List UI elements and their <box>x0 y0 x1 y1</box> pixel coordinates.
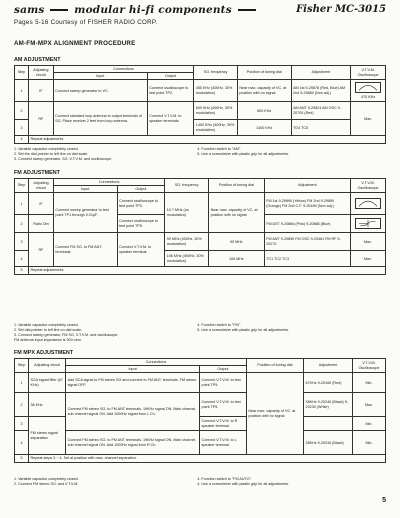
am-repeat-note: Repeat adjustments <box>29 136 386 143</box>
fm-tuning: 106 MHz <box>209 251 265 267</box>
am-input: Connect sweep generator to VC. <box>53 80 147 102</box>
am-sg: 455 KHz (400Hz, 30% modulation) <box>194 80 238 102</box>
fm-header-sg: SG. frequency <box>165 179 209 193</box>
note-item: 3. Function switch to "FM AUTO". <box>197 477 252 481</box>
page-number: 5 <box>382 497 386 504</box>
am-tuning: 1400 KHz <box>237 120 291 136</box>
am-header-output: Output <box>147 73 193 80</box>
fm-input: Connect sweep generator to test point TP1 through 0.01μF. <box>53 193 117 233</box>
note-item: 3. Connect sweep generator, SG, V.T.V.M. and oscilloscope. <box>14 156 113 161</box>
am-header-step: Step <box>15 66 29 80</box>
note-item: 2. Set the dial pointer to left line on dial scale. <box>14 151 89 156</box>
fm-step: 4 <box>15 251 29 267</box>
mpx-output: Connect V.T.V.M. to L speaker terminal. <box>200 431 247 455</box>
mpx-adjustment <box>304 417 353 431</box>
mpx-header-adjustment: Adjustment <box>304 359 353 373</box>
fm-circuit: RF <box>29 233 54 267</box>
am-header-adjustment: Adjustment <box>291 66 351 80</box>
fm-output: Connect oscilloscope to test point TP5. <box>117 215 165 233</box>
mpx-section-title: FM MPX ADJUSTMENT <box>14 350 74 356</box>
mpx-header-connections: Connections <box>66 359 247 366</box>
mpx-adjustment: 38KHz 9-20240 (Black) <box>304 431 353 455</box>
am-tuning: Near max. capacity of VC. at position with no signal <box>237 80 291 102</box>
am-section-title: AM ADJUSTMENT <box>14 57 61 63</box>
fm-input: Connect FM SG. to FM ANT. terminals. <box>53 233 117 267</box>
fm-header-circuit: Adjusting circuit <box>29 179 54 193</box>
fm-step: 3 <box>15 233 29 251</box>
note-item: 4. Use a screwdriver with plastic grip for all adjustments. <box>197 481 290 486</box>
fm-tuning: 90 MHz <box>209 233 265 251</box>
fm-header-output: Output <box>117 186 165 193</box>
fm-step: 1 <box>15 193 29 215</box>
fm-circuit: Ratio Det <box>29 215 54 233</box>
am-adjustment: AM ANT 9-29824 AM OSC 9-20700 (Red) <box>291 102 351 120</box>
table-row <box>15 373 386 393</box>
fm-sg: 90 MHz (400Hz, 30% modulation) <box>165 233 209 251</box>
table-row <box>15 102 386 120</box>
fm-header-tuning: Position of tuning dial <box>209 179 265 193</box>
am-header-connections: Connections <box>53 66 194 73</box>
mpx-circuit: FM stereo signal separation <box>29 417 66 455</box>
am-notes-right <box>197 147 379 157</box>
table-row <box>15 80 386 102</box>
mpx-circuit: 38 KHz <box>29 393 66 417</box>
mpx-step: 3 <box>15 417 29 431</box>
mpx-header-input: Input <box>66 366 200 373</box>
table-row <box>15 267 386 274</box>
am-notes-left <box>14 147 196 162</box>
mpx-header-step: Step <box>15 359 29 373</box>
am-vtvm-cell <box>351 80 386 102</box>
note-item: 3. Connect sweep generator, FM SG, V.T.V.M. and oscilloscope. <box>14 332 119 337</box>
fm-notes <box>14 323 386 343</box>
mpx-vtvm: Min. <box>353 373 386 393</box>
mpx-adjustment: 38KHz 9-20240 (Black) 9-20230 (White) <box>304 393 353 417</box>
am-tuning: 600 KHz <box>237 102 291 120</box>
am-header-input: Input <box>53 73 147 80</box>
table-row <box>15 193 386 215</box>
mpx-adjustment: 67KHz 9-20160 (Red) <box>304 373 353 393</box>
fm-sg: 10.7 MHz (no modulation) <box>165 193 209 233</box>
table-row <box>15 393 386 417</box>
note-item: 2. Connect FM stereo SG. and V.T.V.M. <box>14 481 79 486</box>
note-item: 2. Set dial pointer to left line on dial scale. <box>14 327 83 332</box>
fm-adjustment: FM 1st 9-29890 (Yellow) FM 2nd 9-29890 (Orange) FM 2nd C.F. 9-29189 (Non adj.) <box>264 193 350 215</box>
am-header-circuit: Adjusting circuit <box>29 66 54 80</box>
mpx-input: Connect FM stereo SG. to FM ANT terminals. 19KHz signal ON. Main channel, sub channel signal ON. Add 1000Hz signal from L Ch. <box>66 393 200 431</box>
am-notes <box>14 147 386 162</box>
note-item: 1. Variable capacitor completely closed. <box>14 477 79 481</box>
mpx-notes-left <box>14 477 196 487</box>
mpx-circuit: SCA signal filter (67 KHz) <box>29 373 66 393</box>
fm-repeat-note: Repeat adjustments. <box>29 267 386 274</box>
am-vtvm: 470 KHz <box>361 94 376 99</box>
mpx-vtvm: Max. <box>353 393 386 417</box>
am-output: Connect oscilloscope to test point TP2. <box>147 80 193 102</box>
note-item: FM antenna input impedance is 300 ohm. <box>14 337 82 342</box>
fm-output: Connect V.T.V.M. to speaker terminal. <box>117 233 165 267</box>
am-header-vtvm: V.T.V.M. Oscilloscope <box>351 66 386 80</box>
am-step: 1 <box>15 80 29 102</box>
table-row <box>15 136 386 143</box>
document-title: AM-FM-MPX ALIGNMENT PROCEDURE <box>14 40 136 47</box>
mpx-input: Connect FM stereo SG. to FM ANT terminals. 19KHz signal ON. Main channel, sub channel signal ON. Add 1000Hz signal from R Ch. <box>66 431 200 455</box>
brand-line <box>14 4 258 16</box>
mpx-tuning: Near max. capacity of VC. at position with no signal <box>246 373 303 455</box>
fm-circuit: IF <box>29 193 54 215</box>
am-adjustment: AM 1st 9-29878 (Red, Blue) AM 2nd 9-29880 (Non adj.) <box>291 80 351 102</box>
fm-vtvm-cell-2 <box>350 215 385 233</box>
am-sg: 1400 KHz (400Hz, 30% modulation) <box>194 120 238 136</box>
mpx-step: 2 <box>15 393 29 417</box>
am-circuit: IF <box>29 80 54 102</box>
fm-header-connections: Connections <box>53 179 164 186</box>
fm-vtvm: Max. <box>350 233 385 251</box>
mpx-repeat-note: Repeat steps 3 ~ 4. Set at position with max. channel separation. <box>29 455 386 462</box>
mpx-header-row <box>15 359 386 366</box>
fm-adjustment: TC1 TC2 TC3 <box>264 251 350 267</box>
fm-adjustment: FM DET 9-20866 (Pink) 9-20868 (Blue) <box>264 215 350 233</box>
mpx-header-tuning: Position of tuning dial <box>246 359 303 373</box>
am-input: Connect standard loop antenna to output terminals of SG. Place receiver 2 feet from loop antenna. <box>53 102 147 136</box>
mpx-header-circuit: Adjusting circuit <box>29 359 66 373</box>
model-name: Fisher MC-3015 <box>296 4 386 15</box>
mpx-notes <box>14 477 386 487</box>
note-item: 4. Function switch to "FM". <box>197 323 241 327</box>
mpx-notes-right <box>197 477 379 487</box>
am-adjustment: TO4 TC5 <box>291 120 351 136</box>
fm-header-adjustment: Adjustment <box>264 179 350 193</box>
mpx-step: 5 <box>15 455 29 462</box>
note-item: 1. Variable capacitor completely closed. <box>14 147 79 151</box>
am-table <box>14 65 386 144</box>
fm-notes-right <box>197 323 379 333</box>
mpx-header-output: Output <box>200 366 247 373</box>
mpx-output: Connect V.T.V.M. to R speaker terminal. <box>200 417 247 431</box>
courtesy-line: Pages 5-16 Courtesy of FISHER RADIO CORP. <box>14 19 158 26</box>
table-row <box>15 233 386 251</box>
table-row <box>15 455 386 462</box>
mpx-output: Connect V.T.V.M. to test point TP5. <box>200 393 247 417</box>
fm-header-vtvm: V.T.V.M. Oscilloscope <box>350 179 385 193</box>
fm-step: 5 <box>15 267 29 274</box>
brand-tagline: modular hi-fi components <box>74 4 232 16</box>
oscilloscope-if-curve-icon <box>355 198 381 209</box>
fm-adjustment: FM ANT 9-20890 FM OSC 9-20461 FM RF 9-20270 <box>264 233 350 251</box>
oscilloscope-s-curve-icon <box>355 218 381 229</box>
mpx-header-vtvm: V.T.V.M. Oscilloscope <box>353 359 386 373</box>
mpx-vtvm: Min. <box>353 431 386 455</box>
brand-dash <box>50 9 68 11</box>
table-row <box>15 431 386 455</box>
am-circuit: RF <box>29 102 54 136</box>
fm-sg: 106 MHz (400Hz, 30% modulation) <box>165 251 209 267</box>
oscilloscope-waveform-icon <box>355 82 381 93</box>
mpx-vtvm: Min. <box>353 417 386 431</box>
fm-notes-left <box>14 323 196 343</box>
fm-table <box>14 178 386 275</box>
mpx-step: 4 <box>15 431 29 455</box>
fm-header-row <box>15 179 386 186</box>
am-header-row <box>15 66 386 73</box>
note-item: 5. Use a screwdriver with plastic grip for all adjustments. <box>197 327 290 332</box>
mpx-input: Add SCA signal to FM stereo SG and connect to FM ANT. terminals. FM stereo signal OFF. <box>66 373 200 393</box>
brand-dash-end <box>238 9 256 11</box>
am-step: 2 <box>15 102 29 120</box>
note-item: 5. Use a screwdriver with plastic grip for all adjustments. <box>197 151 290 156</box>
am-header-sg: SG. frequency <box>194 66 238 80</box>
fm-section-title: FM ADJUSTMENT <box>14 170 60 176</box>
note-item: 1. Variable capacitor completely closed. <box>14 323 79 327</box>
fm-tuning: Near max. capacity of VC. at position with no signal <box>209 193 265 233</box>
fm-header-input: Input <box>53 186 117 193</box>
am-vtvm: Max. <box>351 102 386 136</box>
brand-name: sams <box>14 4 45 16</box>
am-output: Connect V.T.V.M. to speaker terminals. <box>147 102 193 136</box>
fm-vtvm: Max. <box>350 251 385 267</box>
fm-header-step: Step <box>15 179 29 193</box>
mpx-output: Connect V.T.V.M. to test point TP5. <box>200 373 247 393</box>
am-sg: 600 KHz (400Hz, 30% modulation) <box>194 102 238 120</box>
note-item: 4. Function switch to "AM". <box>197 147 242 151</box>
mpx-step: 1 <box>15 373 29 393</box>
am-step: 4 <box>15 136 29 143</box>
fm-vtvm-cell-1 <box>350 193 385 215</box>
fm-step: 2 <box>15 215 29 233</box>
am-step: 3 <box>15 120 29 136</box>
fm-output: Connect oscilloscope to test point TP3. <box>117 193 165 215</box>
am-header-tuning: Position of tuning dial <box>237 66 291 80</box>
mpx-table <box>14 358 386 463</box>
